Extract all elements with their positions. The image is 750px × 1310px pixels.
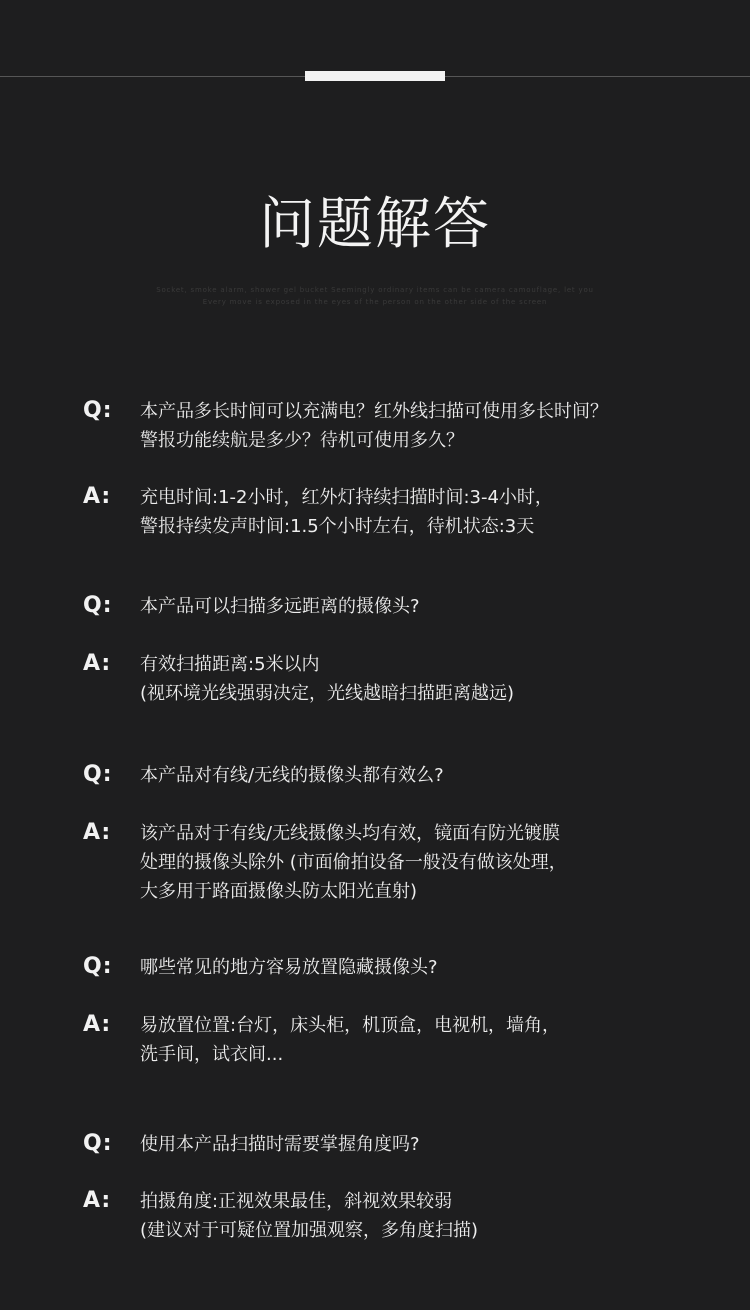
question-marker: Q: <box>83 1131 113 1156</box>
answer-marker: A: <box>83 820 112 845</box>
question-marker: Q: <box>83 398 113 423</box>
question-marker: Q: <box>83 954 113 979</box>
answer-text: 拍摄角度:正视效果最佳，斜视效果较弱 (建议对于可疑位置加强观察，多角度扫描) <box>140 1191 479 1241</box>
answer-marker: A: <box>83 651 112 676</box>
question-marker: Q: <box>83 762 113 787</box>
question-text: 使用本产品扫描时需要掌握角度吗? <box>140 1134 420 1155</box>
question-text: 本产品对有线/无线的摄像头都有效么? <box>140 765 444 786</box>
subtitle-line-2: Every move is exposed in the eyes of the person on the other side of the screen <box>202 298 548 306</box>
answer-marker: A: <box>83 1012 112 1037</box>
subtitle-line-1: Socket, smoke alarm, shower gel bucket Seemingly ordinary items can be camera camouflage, let you <box>156 286 594 294</box>
answer-text: 充电时间:1-2小时，红外灯持续扫描时间:3-4小时， 警报持续发声时间:1.5个小时左右，待机状态:3天 <box>140 487 553 537</box>
question-text: 本产品多长时间可以充满电？红外线扫描可使用多长时间？ 警报功能续航是多少？待机可使用多久？ <box>140 401 608 451</box>
answer-text: 易放置位置:台灯，床头柜，机顶盒，电视机，墙角， 洗手间，试衣间... <box>140 1015 561 1065</box>
answer-marker: A: <box>83 1188 112 1213</box>
question-text: 本产品可以扫描多远距离的摄像头? <box>140 596 420 617</box>
accent-bar <box>305 71 445 81</box>
question-marker: Q: <box>83 593 113 618</box>
question-text: 哪些常见的地方容易放置隐藏摄像头? <box>140 957 438 978</box>
answer-text: 该产品对于有线/无线摄像头均有效，镜面有防光镀膜 处理的摄像头除外 (市面偷拍设备一般没有做该处理， 大多用于路面摄像头防太阳光直射) <box>140 823 567 902</box>
page-title: 问题解答 <box>259 192 491 257</box>
answer-marker: A: <box>83 484 112 509</box>
answer-text: 有效扫描距离:5米以内 (视环境光线强弱决定，光线越暗扫描距离越远) <box>140 654 515 704</box>
